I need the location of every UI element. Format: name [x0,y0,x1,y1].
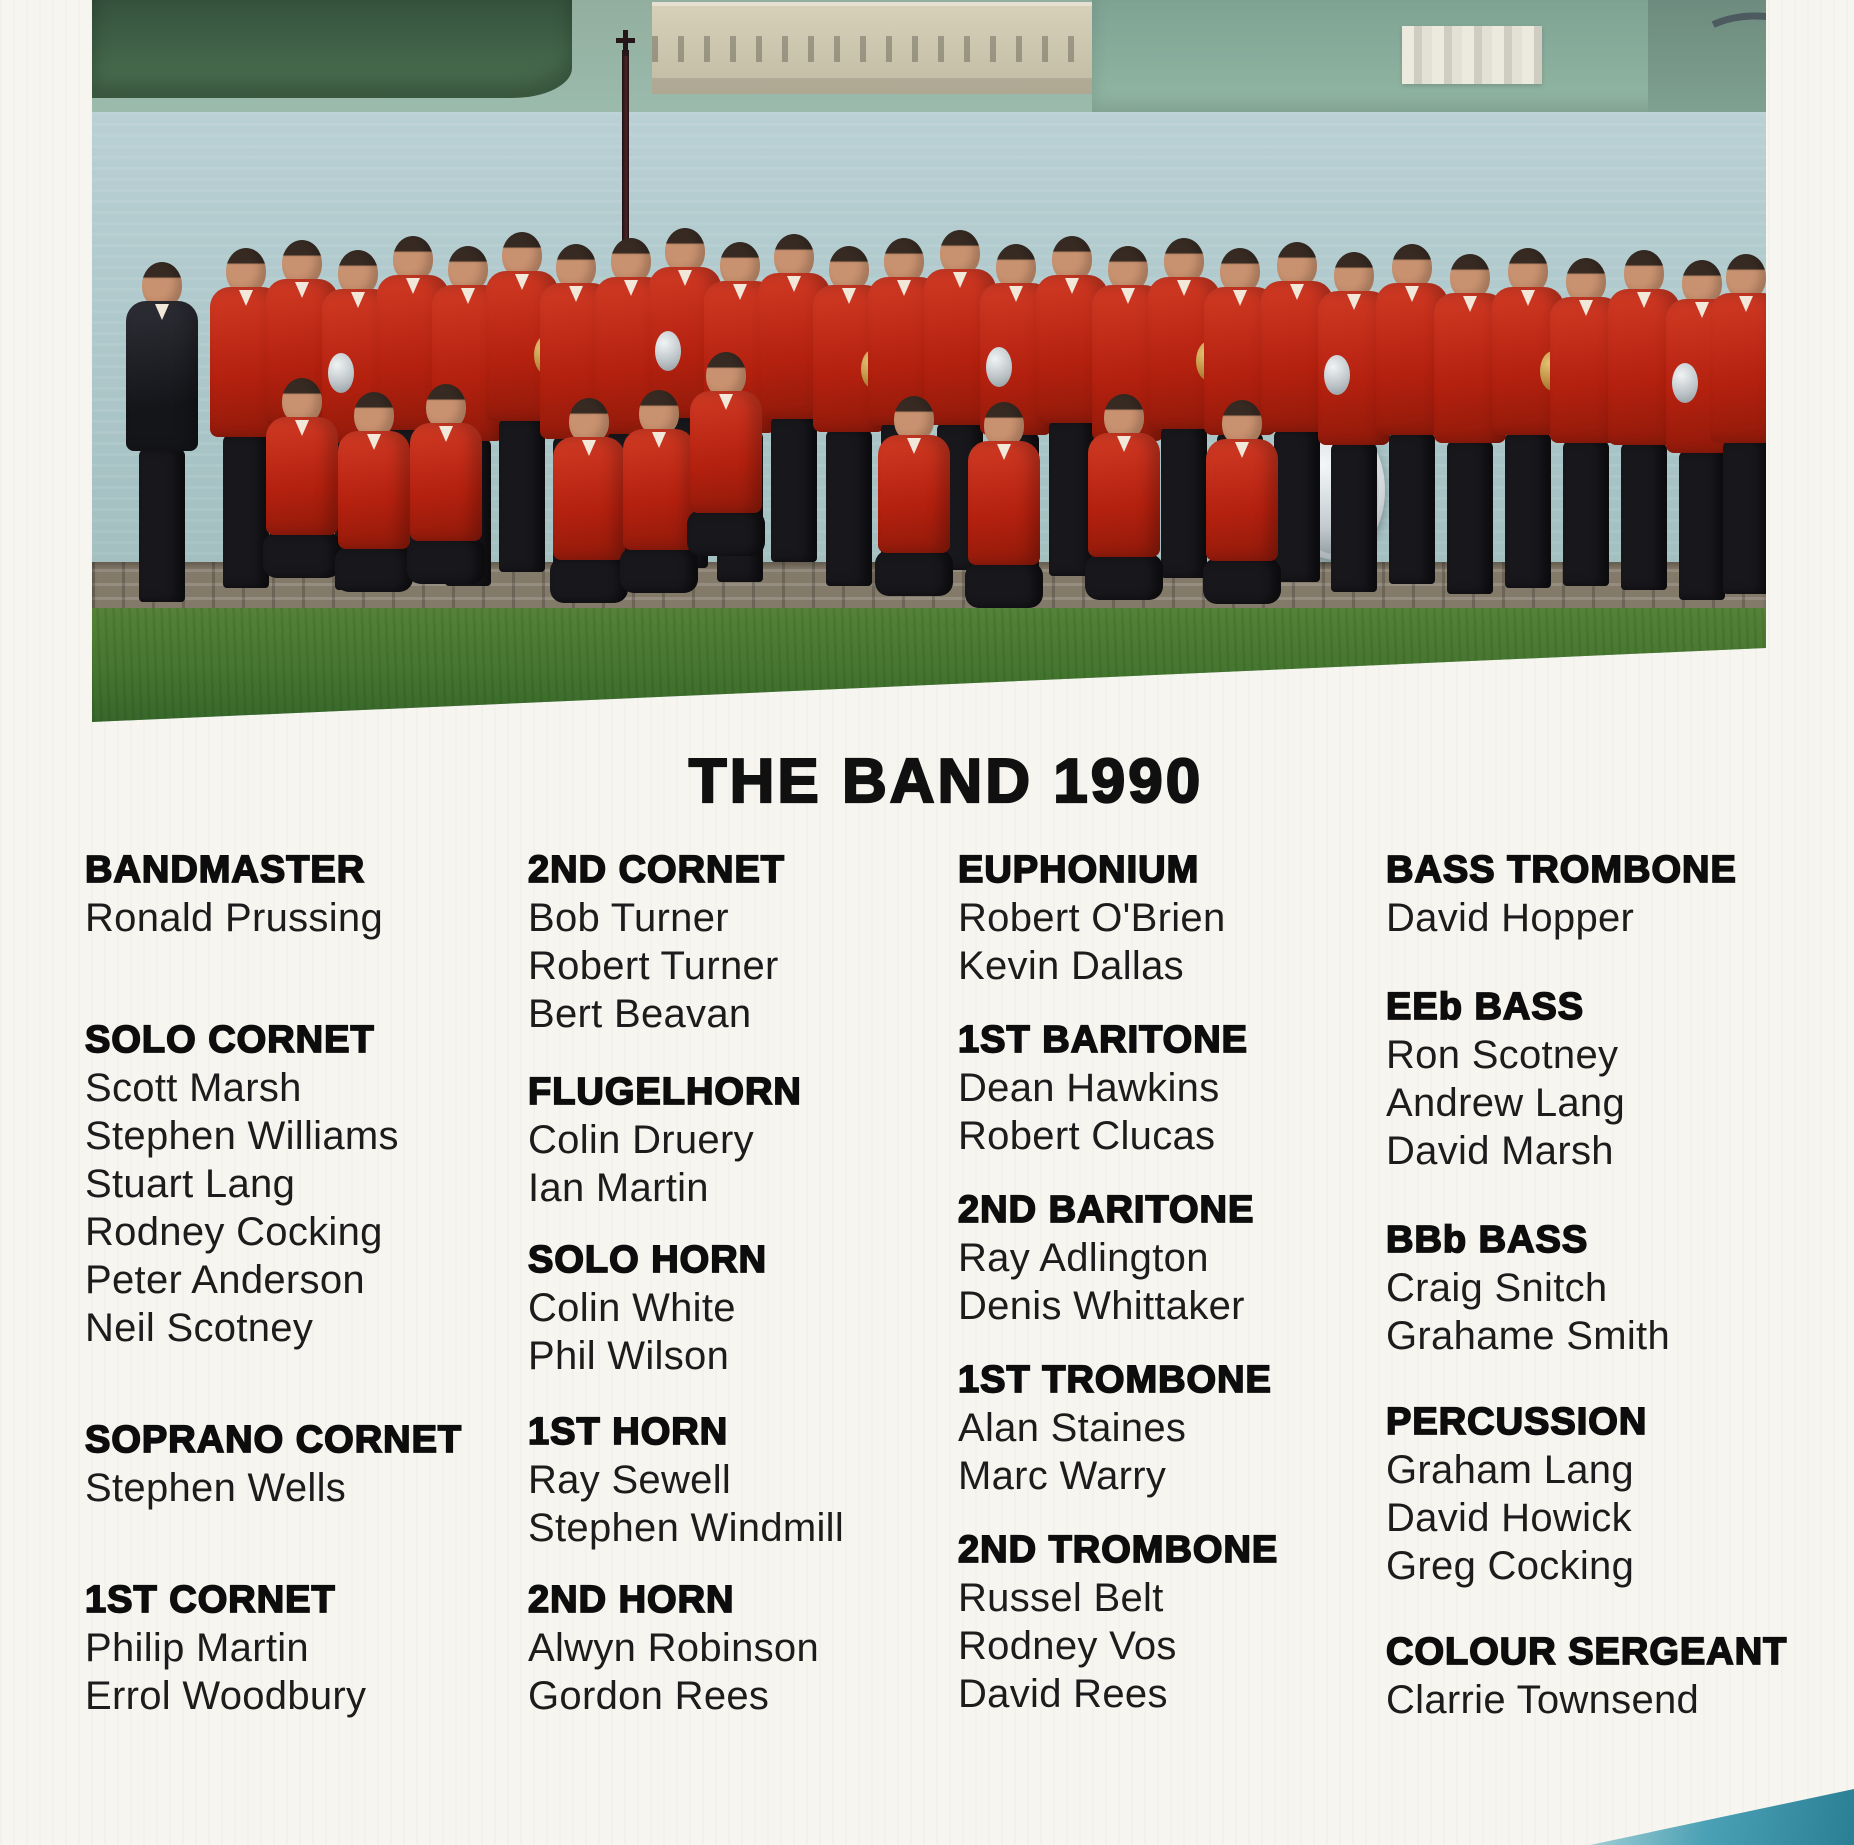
member-name: David Rees [958,1672,1168,1716]
band-section [1386,846,1737,942]
member-name: Kevin Dallas [958,944,1184,988]
member-name: Phil Wilson [528,1334,730,1378]
member-name: David Howick [1386,1496,1632,1540]
member-name: Neil Scotney [85,1306,314,1350]
band-section [528,1576,819,1720]
section-heading: FLUGELHORN [528,1071,802,1113]
section-heading: BANDMASTER [85,849,366,891]
member-name: Stephen Windmill [528,1506,845,1550]
band-photo [92,0,1766,722]
member-name: Robert O'Brien [958,896,1226,940]
band-section [85,1416,462,1512]
figure-tunic [968,441,1040,565]
section-heading: 1ST TROMBONE [958,1359,1272,1401]
member-name: Peter Anderson [85,1258,365,1302]
section-heading: BBb BASS [1386,1219,1589,1261]
figure-tunic [553,437,625,560]
bandmaster-figure [120,262,204,602]
band-section [958,846,1226,990]
section-heading: PERCUSSION [1386,1401,1648,1443]
grass-lawn [92,608,1766,722]
band-section [85,1016,399,1352]
member-name: Ray Adlington [958,1236,1209,1280]
member-name: Robert Clucas [958,1114,1216,1158]
member-name: Gordon Rees [528,1674,770,1718]
member-name: David Hopper [1386,896,1635,940]
band-section [528,1408,844,1552]
band-section [958,1016,1248,1160]
silver-instrument-icon [1672,363,1698,403]
trees [92,0,572,98]
member-name: Denis Whittaker [958,1284,1245,1328]
member-name: Russel Belt [958,1576,1164,1620]
band-member-figure [1704,254,1766,594]
section-heading: 2ND HORN [528,1579,735,1621]
figure-legs [687,510,765,556]
member-name: Errol Woodbury [85,1674,367,1718]
section-heading: COLOUR SERGEANT [1386,1631,1788,1673]
section-heading: BASS TROMBONE [1386,849,1737,891]
band-section [85,1576,366,1720]
figure-legs [875,550,953,596]
figure-legs [263,532,341,578]
figure-legs [1085,554,1163,600]
band-section [1386,1628,1787,1724]
band-member-figure [872,396,956,596]
silver-instrument-icon [655,331,681,371]
figure-legs [139,448,185,602]
figure-legs [407,538,485,584]
member-name: Scott Marsh [85,1066,302,1110]
member-name: Colin Druery [528,1118,754,1162]
figure-legs [1723,440,1766,594]
member-name: Grahame Smith [1386,1314,1670,1358]
member-name: Ronald Prussing [85,896,383,940]
section-heading: SOPRANO CORNET [85,1419,463,1461]
waterfront-building [652,2,1102,94]
member-name: Robert Turner [528,944,779,988]
band-section [958,1186,1254,1330]
figure-tunic [878,435,950,553]
band-section [528,846,785,1038]
band-section [528,1068,802,1212]
member-name: Colin White [528,1286,736,1330]
band-member-figure [1200,400,1284,604]
band-section [958,1356,1272,1500]
silver-instrument-icon [1324,355,1350,395]
section-heading: EUPHONIUM [958,849,1200,891]
section-heading: 2ND TROMBONE [958,1529,1279,1571]
member-name: Ray Sewell [528,1458,732,1502]
figure-tunic [690,391,762,513]
flag-pole-finial [623,30,628,56]
member-name: Stuart Lang [85,1162,296,1206]
band-section [1386,1216,1670,1360]
section-heading: 2ND BARITONE [958,1189,1255,1231]
flag-pole-finial [616,38,635,43]
figure-tunic [1088,433,1160,557]
member-name: Craig Snitch [1386,1266,1608,1310]
figure-legs [965,562,1043,608]
member-name: Clarrie Townsend [1386,1678,1700,1722]
band-member-figure [684,352,768,556]
figure-legs [335,546,413,592]
member-name: Alwyn Robinson [528,1626,820,1670]
member-name: Marc Warry [958,1454,1167,1498]
figure-tunic [126,301,198,451]
section-heading: EEb BASS [1386,986,1585,1028]
band-member-figure [404,384,488,584]
member-name: Stephen Williams [85,1114,399,1158]
band-member-figure [962,402,1046,608]
member-name: Andrew Lang [1386,1081,1626,1125]
member-name: Ian Martin [528,1166,709,1210]
member-name: Bert Beavan [528,992,752,1036]
figure-legs [1203,558,1281,604]
figure-tunic [410,423,482,541]
figure-tunic [1206,439,1278,561]
section-heading: 1ST HORN [528,1411,729,1453]
member-name: Alan Staines [958,1406,1187,1450]
band-section [85,846,383,942]
city-buildings [1402,26,1542,84]
member-name: Rodney Vos [958,1624,1177,1668]
member-name: Greg Cocking [1386,1544,1635,1588]
member-name: Rodney Cocking [85,1210,383,1254]
section-heading: 1ST BARITONE [958,1019,1249,1061]
member-name: Stephen Wells [85,1466,347,1510]
teal-corner-decoration [1590,1789,1854,1845]
section-heading: SOLO HORN [528,1239,768,1281]
figure-tunic [1710,293,1766,443]
member-name: David Marsh [1386,1129,1614,1173]
band-section [528,1236,767,1380]
section-heading: 2ND CORNET [528,849,786,891]
silver-instrument-icon [986,347,1012,387]
section-heading: SOLO CORNET [85,1019,375,1061]
building-windows [652,36,1102,62]
section-heading: 1ST CORNET [85,1579,336,1621]
figure-tunic [266,417,338,535]
figure-tunic [338,431,410,549]
member-name: Graham Lang [1386,1448,1634,1492]
band-section [1386,983,1625,1175]
member-name: Philip Martin [85,1626,309,1670]
page-title: THE BAND 1990 [688,747,1204,816]
member-name: Dean Hawkins [958,1066,1220,1110]
band-section [958,1526,1278,1718]
band-section [1386,1398,1647,1590]
member-name: Ron Scotney [1386,1033,1619,1077]
band-member-figure [1082,394,1166,600]
member-name: Bob Turner [528,896,729,940]
